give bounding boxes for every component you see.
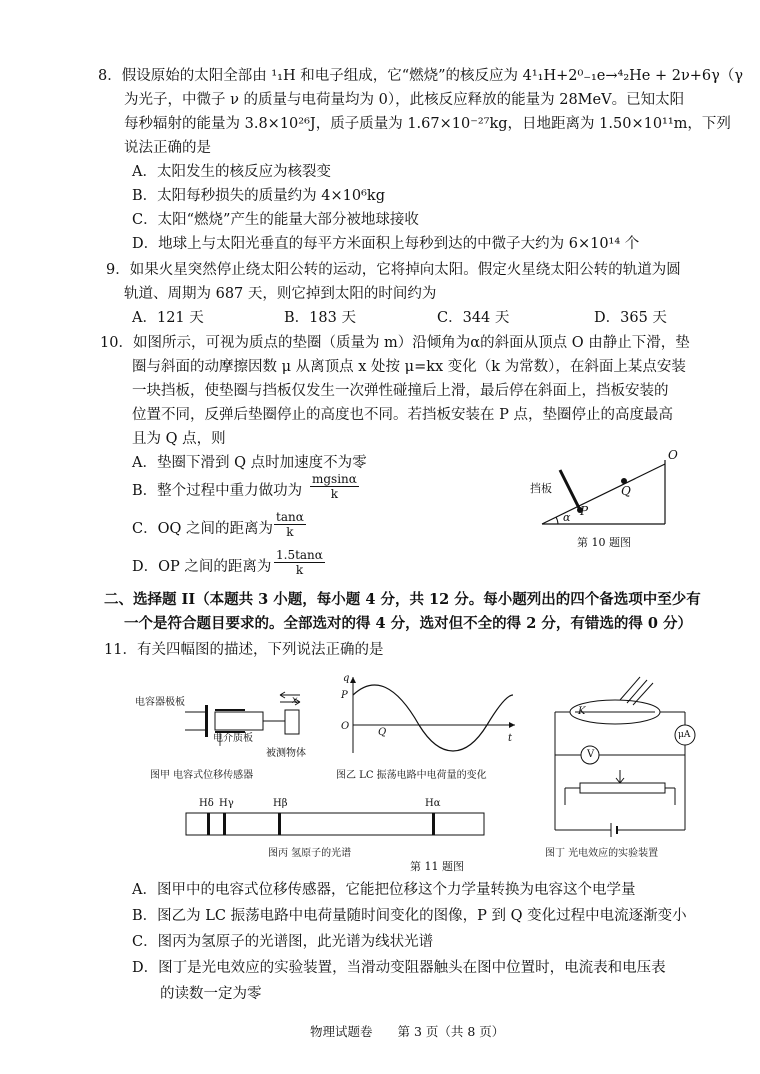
page-footer: 物理试题卷 第 3 页（共 8 页） — [310, 1024, 505, 1039]
q8-line4: 说法正确的是 — [124, 140, 211, 156]
section2-line1: 二、选择题 II（本题共 3 小题，每小题 4 分，共 12 分。每小题列出的四个备选项中至少有 — [104, 591, 701, 608]
section2-line2: 一个是符合题目要求的。全部选对的得 4 分，选对但不全的得 2 分，有错选的得 0 分） — [124, 615, 693, 632]
q8-line1: 8．假设原始的太阳全部由 ¹₁H 和电子组成，它“燃烧”的核反应为 4¹₁H+2⁰₋₁e→⁴₂He + 2ν+6γ（γ — [98, 68, 743, 84]
fraction-denominator: k — [286, 525, 294, 539]
q8-option-d: D．地球上与太阳光垂直的每平方米面积上每秒到达的中微子大约为 6×10¹⁴ 个 — [132, 236, 640, 252]
q8-line2: 为光子，中微子 ν 的质量与电荷量均为 0），此核反应释放的能量为 28MeV。已知太阳 — [124, 92, 685, 108]
q10-board-label: 挡板 — [530, 482, 552, 495]
q9-line2: 轨道、周期为 687 天，则它掉到太阳的时间约为 — [124, 286, 437, 302]
q10-option-c: C．OQ 之间的距离为 — [132, 521, 273, 537]
q10-point-q-label: Q — [621, 484, 631, 498]
fig-jia-object-label: 被测物体 — [266, 748, 306, 759]
q11-option-b: B．图乙为 LC 振荡电路中电荷量随时间变化的图像，P 到 Q 变化过程中电流逐渐变小 — [132, 908, 687, 924]
fraction-numerator: mgsinα — [312, 472, 357, 486]
q10-option-d: D．OP 之间的距离为 — [132, 559, 272, 575]
q11-option-d-line1: D．图丁是光电效应的实验装置，当滑动变阻器触头在图中位置时，电流表和电压表 — [132, 960, 666, 976]
q8-option-b: B．太阳每秒损失的质量约为 4×10⁶kg — [132, 188, 385, 204]
q8-line3: 每秒辐射的能量为 3.8×10²⁶J，质子质量为 1.67×10⁻²⁷kg，日地距离为 1.50×10¹¹m，下列 — [124, 116, 731, 132]
q10-alpha-label: α — [563, 511, 571, 524]
fraction-denominator: k — [295, 563, 304, 577]
q8-option-c: C．太阳“燃烧”产生的能量大部分被地球接收 — [132, 212, 419, 228]
fig-jia-caption: 图甲 电容式位移传感器 — [150, 770, 254, 781]
q10-option-b-fraction — [310, 472, 359, 501]
fig-yi-p-label: P — [341, 690, 348, 701]
fig-yi-t-axis-label: t — [508, 733, 513, 744]
q9-option-c: C．344 天 — [437, 310, 510, 326]
q8-option-a: A．太阳发生的核反应为核裂变 — [132, 164, 331, 180]
fig-bing-h-beta-label: Hβ — [273, 798, 288, 809]
fig-jia-dielectric-label: 电介质板 — [213, 733, 253, 744]
fig-yi-origin-label: O — [341, 721, 350, 732]
q9-option-a: A．121 天 — [132, 310, 204, 326]
fraction-numerator: 1.5tanα — [276, 548, 323, 562]
q10-line5: 且为 Q 点，则 — [132, 431, 226, 447]
fig-ding-voltmeter-label: V — [587, 749, 595, 760]
q10-figure-caption: 第 10 题图 — [577, 536, 631, 549]
q11-line1: 11．有关四幅图的描述，下列说法正确的是 — [104, 642, 384, 658]
q9-option-d: D．365 天 — [594, 310, 667, 326]
fig-bing-caption: 图丙 氢原子的光谱 — [268, 848, 352, 859]
q9-option-b: B．183 天 — [284, 310, 356, 326]
fig-yi-lc-graph — [345, 675, 520, 755]
q10-point-o-label: O — [668, 448, 678, 462]
q10-option-c-fraction — [274, 510, 306, 539]
q11-figure-caption: 第 11 题图 — [410, 860, 464, 873]
fig-jia-x-label: x — [292, 695, 298, 706]
q9-line1: 9．如果火星突然停止绕太阳公转的运动，它将掉向太阳。假定火星绕太阳公转的轨道为圆 — [106, 262, 681, 278]
fig-ding-microammeter-label: μA — [678, 730, 691, 740]
q11-option-d-line2: 的读数一定为零 — [160, 986, 262, 1002]
q10-line1: 10．如图所示，可视为质点的垫圈（质量为 m）沿倾角为α的斜面从顶点 O 由静止下滑，垫 — [100, 335, 690, 351]
fig-yi-q-point-label: Q — [378, 727, 387, 738]
q10-line4: 位置不同，反弹后垫圈停止的高度也不同。若挡板安装在 P 点，垫圈停止的高度最高 — [132, 407, 673, 423]
q10-option-b: B．整个过程中重力做功为 — [132, 483, 303, 499]
fraction-denominator: k — [330, 487, 339, 501]
fig-bing-h-gamma-label: Hγ — [219, 798, 234, 809]
fig-bing-h-alpha-label: Hα — [425, 798, 441, 809]
fig-bing-h-delta-label: Hδ — [199, 798, 214, 809]
fig-ding-k-label: K — [578, 706, 586, 717]
fig-ding-caption: 图丁 光电效应的实验装置 — [545, 848, 659, 859]
q11-option-a: A．图甲中的电容式位移传感器，它能把位移这个力学量转换为电容这个电学量 — [132, 882, 636, 898]
fig-ding-photoelectric-apparatus — [545, 675, 710, 840]
fig-jia-plate-label: 电容器极板 — [135, 697, 185, 708]
q10-point-p-label: P — [580, 504, 589, 518]
q11-option-c: C．图丙为氢原子的光谱图，此光谱为线状光谱 — [132, 934, 434, 950]
fraction-numerator: tanα — [276, 510, 304, 524]
fig-yi-q-axis-label: q — [343, 673, 350, 684]
fig-yi-caption: 图乙 LC 振荡电路中电荷量的变化 — [336, 770, 487, 781]
q10-line3: 一块挡板，使垫圈与挡板仅发生一次弹性碰撞后上滑，最后停在斜面上，挡板安装的 — [132, 383, 669, 399]
q10-option-d-fraction — [274, 548, 325, 577]
fig-bing-spectrum — [185, 812, 485, 838]
q10-option-a: A．垫圈下滑到 Q 点时加速度不为零 — [132, 455, 367, 471]
q10-line2: 圈与斜面的动摩擦因数 μ 从离顶点 x 处按 μ=kx 变化（k 为常数），在斜面上某点安装 — [132, 359, 686, 375]
